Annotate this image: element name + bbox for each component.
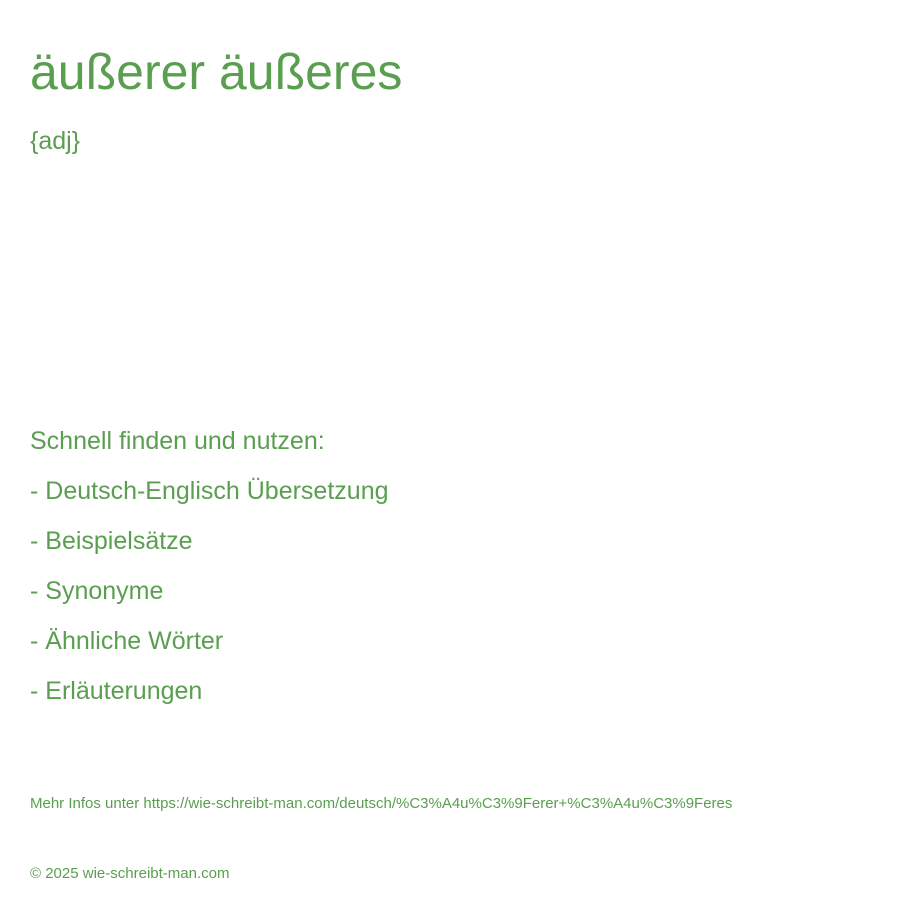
features-heading: Schnell finden und nutzen:	[30, 427, 325, 455]
part-of-speech-label: {adj}	[30, 127, 81, 155]
page-title: äußerer äußeres	[30, 44, 403, 100]
feature-item-similar-words: - Ähnliche Wörter	[30, 627, 224, 655]
more-info-text: Mehr Infos unter https://wie-schreibt-man.com/deutsch/%C3%A4u%C3%9Ferer+%C3%A4u%C3%9Feres	[30, 795, 733, 812]
copyright-notice: © 2025 wie-schreibt-man.com	[30, 865, 230, 882]
features-list	[30, 466, 389, 716]
feature-item-synonyms: - Synonyme	[30, 577, 164, 605]
feature-item-translation: - Deutsch-Englisch Übersetzung	[30, 477, 389, 505]
feature-item-explanations: - Erläuterungen	[30, 677, 203, 705]
feature-item-example-sentences: - Beispielsätze	[30, 527, 193, 555]
